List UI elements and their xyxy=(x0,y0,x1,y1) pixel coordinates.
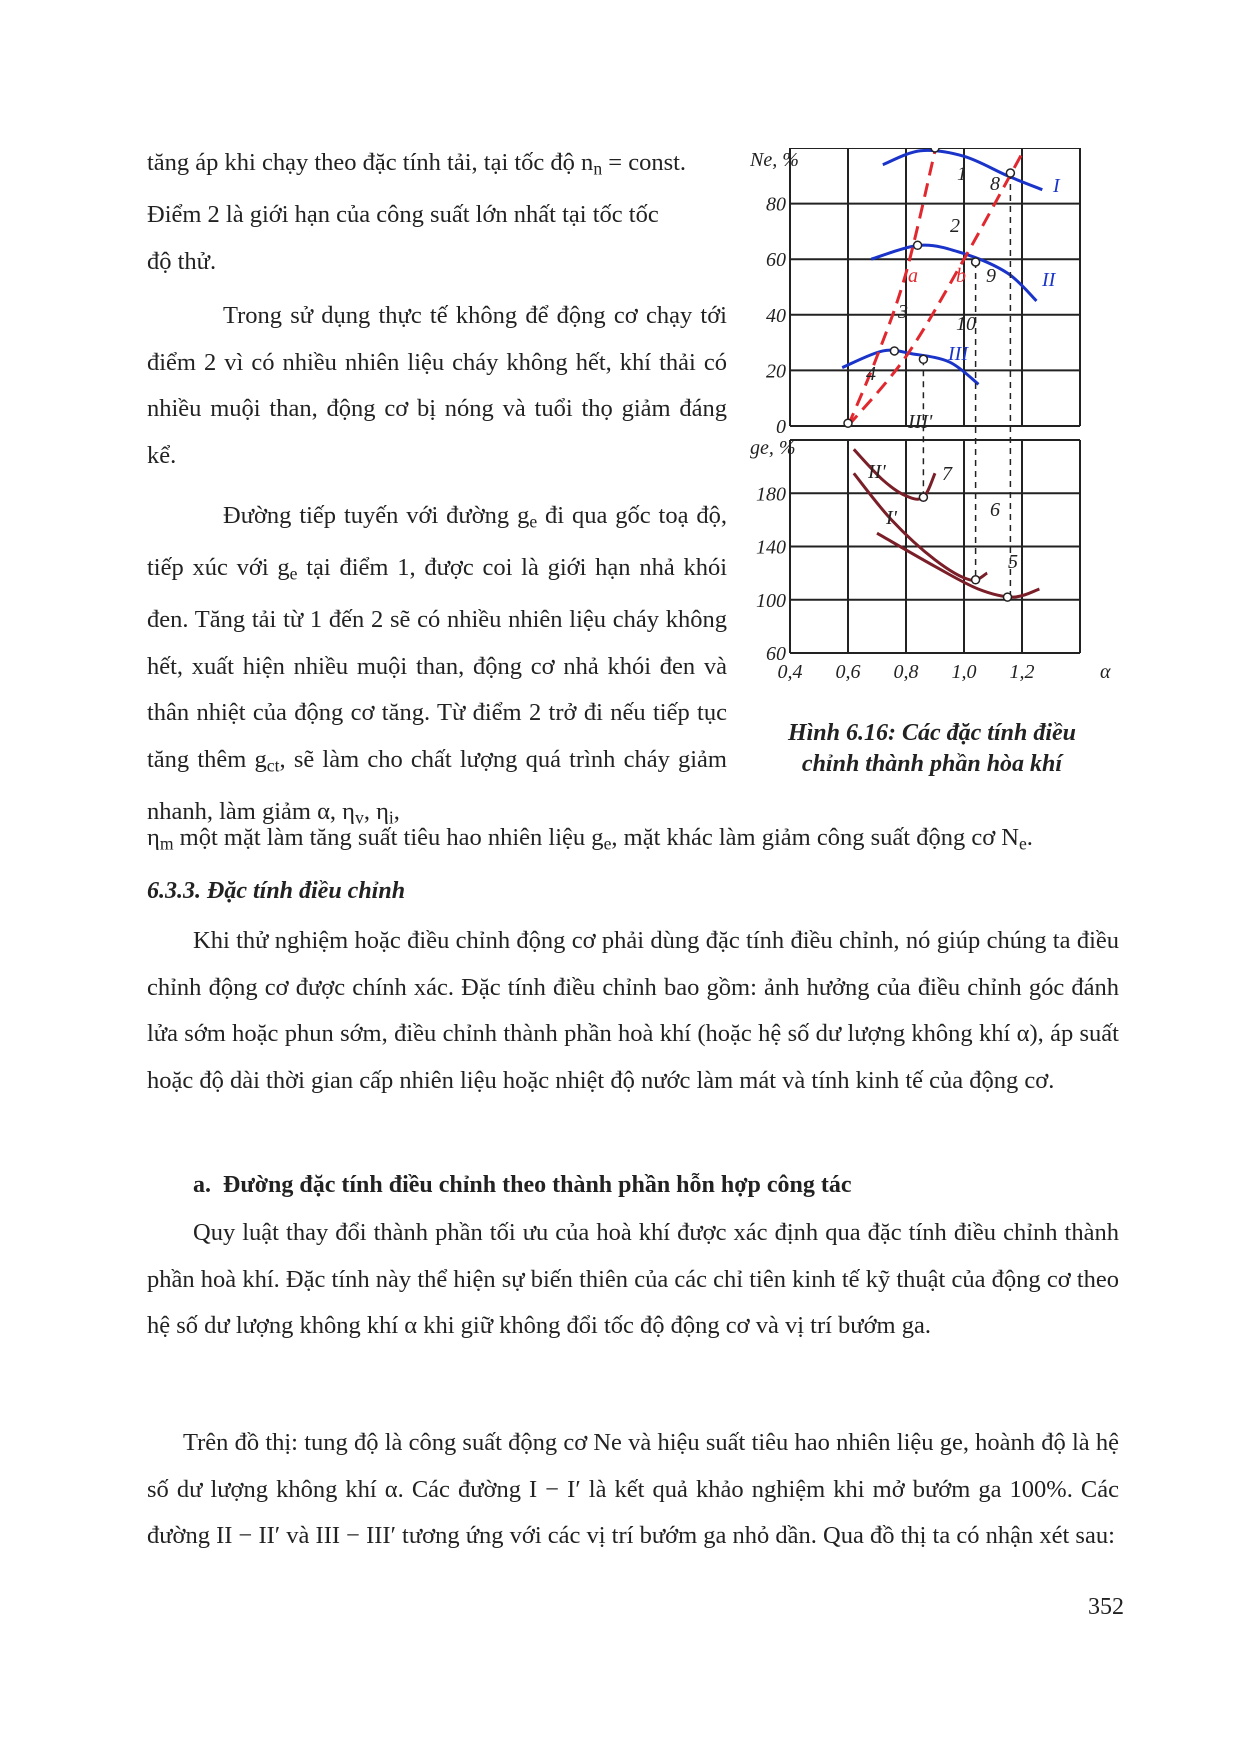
x-tick: 1,2 xyxy=(1009,661,1035,683)
point-3 xyxy=(890,347,898,355)
y-tick-bottom: 140 xyxy=(756,536,786,559)
left-column-para1 xyxy=(147,140,727,285)
point-2 xyxy=(914,241,922,249)
y-tick-bottom: 180 xyxy=(756,483,786,506)
adjustment-characteristic-chart xyxy=(750,148,1120,693)
point-9 xyxy=(972,258,980,266)
label-top-iii: III xyxy=(948,343,968,365)
point-5 xyxy=(1004,593,1012,601)
label-bottom-5: 5 xyxy=(1008,551,1018,573)
full-width-line: $\eta_m$ một mặt làm tăng suất tiêu hao nhiên liệu $g_e$, mặt khác làm giảm công suất động cơ $N_e$. xyxy=(147,824,1033,854)
y-tick-top: 0 xyxy=(776,416,786,438)
subheading-a: a. Đường đặc tính điều chỉnh theo thành phần hỗn hợp công tác xyxy=(193,1172,852,1198)
y-axis-label-bottom: ge, % xyxy=(750,437,796,459)
point-10 xyxy=(919,355,927,363)
x-tick: 0,4 xyxy=(777,661,803,683)
x-tick: 1,0 xyxy=(951,661,977,683)
curve-ii xyxy=(871,245,1036,301)
label-top-4: 4 xyxy=(866,363,876,385)
label-bottom-7: 7 xyxy=(942,463,952,485)
label-bottom-i-prime: I' xyxy=(886,507,897,529)
x-tick: 0,8 xyxy=(893,661,919,683)
left-column-para3: Đường tiếp tuyến với đường $g_e$ đi qua gốc toạ độ, tiếp xúc với $g_e$ tại điểm 1, được coi là giới hạn nhả khói đen. Tăng tải từ 1 đến 2 sẽ có nhiều nhiên liệu cháy không hết, xuất hiện nhiều muội than, động cơ nhả khói đen và thân nhiệt của động cơ tăng. Từ điểm 2 trở đi nếu tiếp tục tăng thêm $g_{ct}$, sẽ làm cho chất lượng quá trình cháy giảm nhanh, làm giảm α, $\eta_v$, $\eta_i$, xyxy=(147,502,728,828)
label-top-b: b xyxy=(956,265,966,287)
figure-caption xyxy=(742,718,1122,780)
caption-line1: Hình 6.16: Các đặc tính điều xyxy=(787,720,1077,746)
label-top-a: a xyxy=(908,265,918,287)
y-tick-bottom: 100 xyxy=(756,589,786,612)
y-tick-top: 60 xyxy=(766,249,786,272)
curve-a xyxy=(848,151,935,426)
label-bottom-iii-prime: III' xyxy=(908,411,933,433)
paragraph-a: Quy luật thay đổi thành phần tối ưu của hoà khí được xác định qua đặc tính điều chỉnh thành phần hoà khí. Đặc tính này thể hiện sự biến thiên của các chỉ tiên kinh tế kỹ thuật của động cơ theo hệ số dư lượng không khí α khi giữ không đổi tốc độ động cơ và vị trí bướm ga. xyxy=(147,1219,1119,1340)
section-heading: 6.3.3. Đặc tính điều chỉnh xyxy=(147,878,406,904)
left-column-para2: Trong sử dụng thực tế không để động cơ chạy tới điểm 2 vì có nhiều nhiên liệu cháy không hết, khí thải có nhiều muội than, động cơ bị nóng và tuổi thọ giảm đáng kể. xyxy=(147,302,727,469)
y-axis-label-top: Ne, % xyxy=(750,149,799,171)
label-top-ii: II xyxy=(1042,269,1056,291)
label-top-10: 10 xyxy=(956,313,976,335)
y-tick-top: 20 xyxy=(766,360,786,383)
label-top-i: I xyxy=(1053,175,1060,197)
para1-line1: tăng áp khi chạy theo đặc tính tải, tại tốc độ $n_n$ = const. xyxy=(147,149,687,179)
section-paragraph: Khi thử nghiệm hoặc điều chỉnh động cơ phải dùng đặc tính điều chỉnh, nó giúp chúng ta điều chỉnh động cơ được chính xác. Đặc tính điều chỉnh bao gồm: ảnh hưởng của điều chỉnh góc đánh lửa sớm hoặc phun sớm, điều chỉnh thành phần hoà khí (hoặc hệ số dư lượng không khí α), áp suất hoặc độ dài thời gian cấp nhiên liệu hoặc nhiệt độ nước làm mát và tính kinh tế của động cơ. xyxy=(147,927,1119,1094)
point-4 xyxy=(844,419,852,427)
y-tick-bottom: 60 xyxy=(766,643,786,665)
label-top-3: 3 xyxy=(898,301,908,323)
label-top-1: 1 xyxy=(957,163,967,185)
figure-6-16 xyxy=(750,148,1120,698)
point-6 xyxy=(972,576,980,584)
point-8 xyxy=(1006,169,1014,177)
para1-line3: độ thử. xyxy=(147,247,217,275)
y-tick-top: 40 xyxy=(766,304,786,327)
label-bottom-ii-prime: II' xyxy=(868,461,886,483)
label-top-9: 9 xyxy=(986,265,996,287)
x-axis-label: α xyxy=(1100,661,1111,683)
label-top-2: 2 xyxy=(950,215,960,237)
paragraph-b: Trên đồ thị: tung độ là công suất động cơ Ne và hiệu suất tiêu hao nhiên liệu ge, hoành độ là hệ số dư lượng không khí α. Các đường I − I′ là kết quả khảo nghiệm khi mở bướm ga 100%. Các đường II − II′ và III − III′ tương ứng với các vị trí bướm ga nhỏ dần. Qua đồ thị ta có nhận xét sau: xyxy=(147,1429,1119,1550)
y-tick-top: 80 xyxy=(766,193,786,216)
x-tick: 0,6 xyxy=(835,661,861,683)
caption-line2: chỉnh thành phần hòa khí xyxy=(801,751,1063,777)
para1-line2: Điểm 2 là giới hạn của công suất lớn nhất tại tốc tốc xyxy=(147,201,659,228)
label-bottom-6: 6 xyxy=(990,499,1000,521)
point-7 xyxy=(919,493,927,501)
page-number: 352 xyxy=(1088,1594,1124,1620)
point-1 xyxy=(931,148,939,152)
curve-ii-prime xyxy=(854,473,987,580)
label-top-8: 8 xyxy=(990,173,1000,195)
